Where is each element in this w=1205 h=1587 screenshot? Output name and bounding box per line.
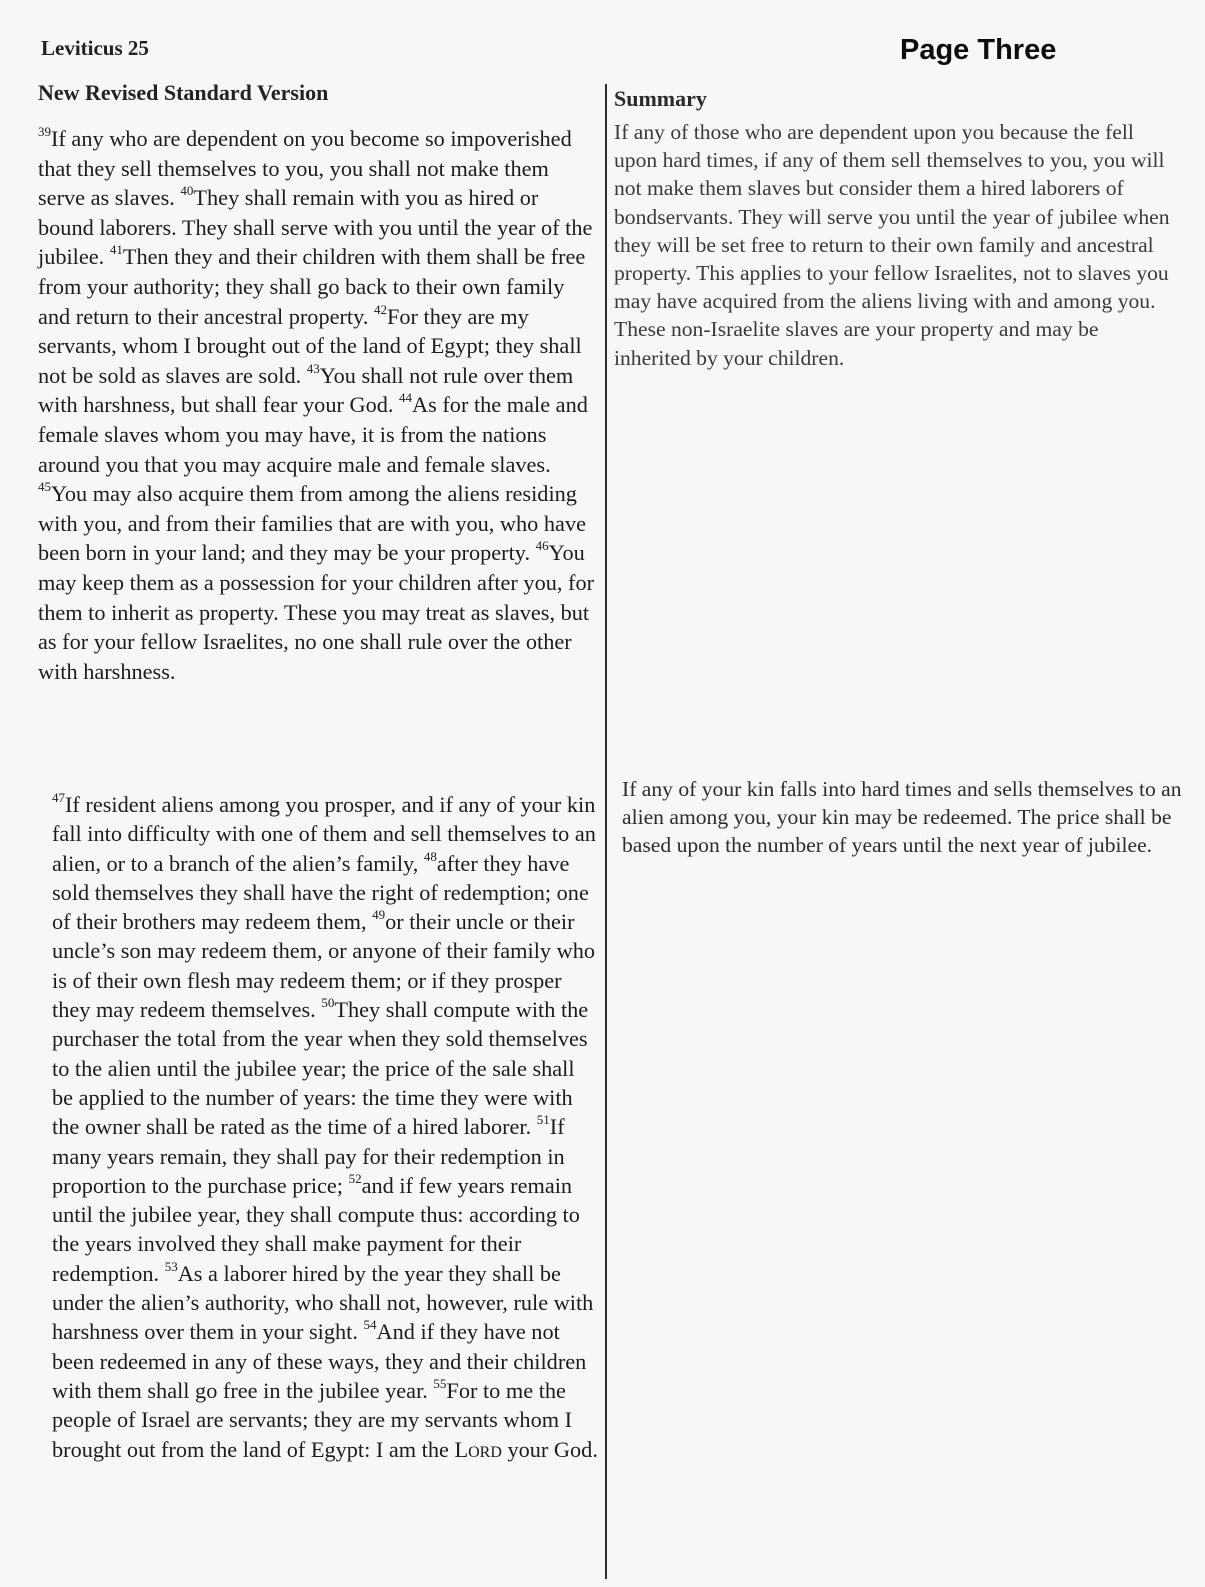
verse-text: And if they have not been redeemed in any of these ways, they and their children with them shall go free in the jubilee year. (52, 1319, 587, 1403)
verse-number: 41 (109, 242, 123, 258)
verse-text: Then they and their children with them shall be free from your authority; they shall go back to their own family and return to their ancestral property. (38, 244, 586, 329)
verse-number: 51 (536, 1112, 550, 1128)
verse-number: 43 (306, 360, 320, 376)
verse-number: 53 (164, 1258, 178, 1274)
scripture-paragraph (38, 124, 598, 686)
verse-text: For to me the people of Israel are servants; they are my servants whom I brought out from the land of Egypt: I am the (52, 1377, 573, 1462)
lord-small-caps: Lord (454, 1436, 502, 1462)
verse-text: You may keep them as a possession for your children after you, for them to inherit as property. These you may treat as slaves, but as for your fellow Israelites, no one shall rule over the other with harshness. (38, 540, 595, 684)
scripture-block-2 (52, 790, 600, 1464)
verse-text: and if few years remain until the jubilee year, they shall compute thus: according to the years involved they shall make payment for their redemption. (52, 1172, 580, 1286)
scripture-block-1 (38, 124, 598, 686)
summary-block-2 (622, 775, 1182, 860)
verse-text: If any who are dependent on you become so impoverished that they sell themselves to you, you shall not make them serve as slaves. (38, 126, 572, 211)
summary-paragraph: If any of your kin falls into hard times and sells themselves to an alien among you, your kin may be redeemed. The price shall be based upon the number of years until the next year of jubilee. (622, 777, 1182, 858)
verse-text: They shall compute with the purchaser the total from the year when they sold themselves to the alien until the jubilee year; the price of the sale shall be applied to the number of years: the time they were with the owner shall be rated as the time of a hired laborer. (52, 997, 589, 1140)
verse-text: after they have sold themselves they shall have the right of redemption; one of their brothers may redeem them, (52, 850, 589, 935)
verse-number: 49 (372, 907, 386, 923)
verse-number: 52 (348, 1170, 362, 1186)
summary-block-1 (614, 118, 1174, 372)
verse-text: If many years remain, they shall pay for their redemption in proportion to the purchase price; (52, 1114, 565, 1198)
verse-text: your God. (501, 1436, 598, 1462)
verse-text: As a laborer hired by the year they shall be under the alien’s authority, who shall not, however, rule with harshness over them in your sight. (52, 1260, 594, 1345)
column-divider (605, 84, 607, 1579)
verse-text: You may also acquire them from among the aliens residing with you, and from their families that are with you, who have been born in your land; and they may be your property. (38, 481, 586, 566)
verse-text: For they are my servants, whom I brought out of the land of Egypt; they shall not be sold as slaves are sold. (38, 303, 582, 388)
verse-number: 55 (433, 1375, 447, 1391)
verse-number: 47 (52, 790, 65, 805)
page-number: Page Three (900, 34, 1057, 66)
verse-text: or their uncle or their uncle’s son may redeem them, or anyone of their family who is of their own flesh may redeem them; or if they prosper they may redeem themselves. (52, 909, 596, 1023)
verse-text: You shall not rule over them with harshness, but shall fear your God. (38, 362, 574, 418)
summary-paragraph: If any of those who are dependent upon you because the fell upon hard times, if any of them sell themselves to you, you will not make them slaves but consider them a hired laborers of bondservants. They will serve you until the year of jubilee when they will be set free to return to their own family and ancestral property. This applies to your fellow Israelites, not to slaves you may have acquired from the aliens living with and among you. These non-Israelite slaves are your property and may be inherited by your children. (614, 120, 1170, 370)
verse-text: As for the male and female slaves whom you may have, it is from the nations around you that you may acquire male and female slaves. (38, 392, 588, 477)
verse-number: 45 (38, 479, 51, 495)
verse-number: 46 (535, 538, 549, 554)
verse-number: 42 (373, 301, 387, 317)
verse-number: 50 (321, 995, 335, 1011)
verse-number: 44 (399, 390, 413, 406)
verse-number: 54 (363, 1317, 377, 1333)
verse-number: 48 (423, 848, 437, 864)
verse-text: They shall remain with you as hired or bound laborers. They shall serve with you until the year of the jubilee. (38, 185, 593, 270)
page-title: Leviticus 25 (41, 36, 149, 60)
verse-number: 40 (180, 183, 194, 199)
scripture-paragraph (52, 790, 600, 1464)
verse-text: If resident aliens among you prosper, and if any of your kin fall into difficulty with one of them and sell themselves to an alien, or to a branch of the alien’s family, (52, 792, 596, 876)
summary-heading: Summary (614, 86, 707, 111)
version-heading: New Revised Standard Version (38, 80, 329, 105)
verse-number: 39 (38, 124, 51, 139)
